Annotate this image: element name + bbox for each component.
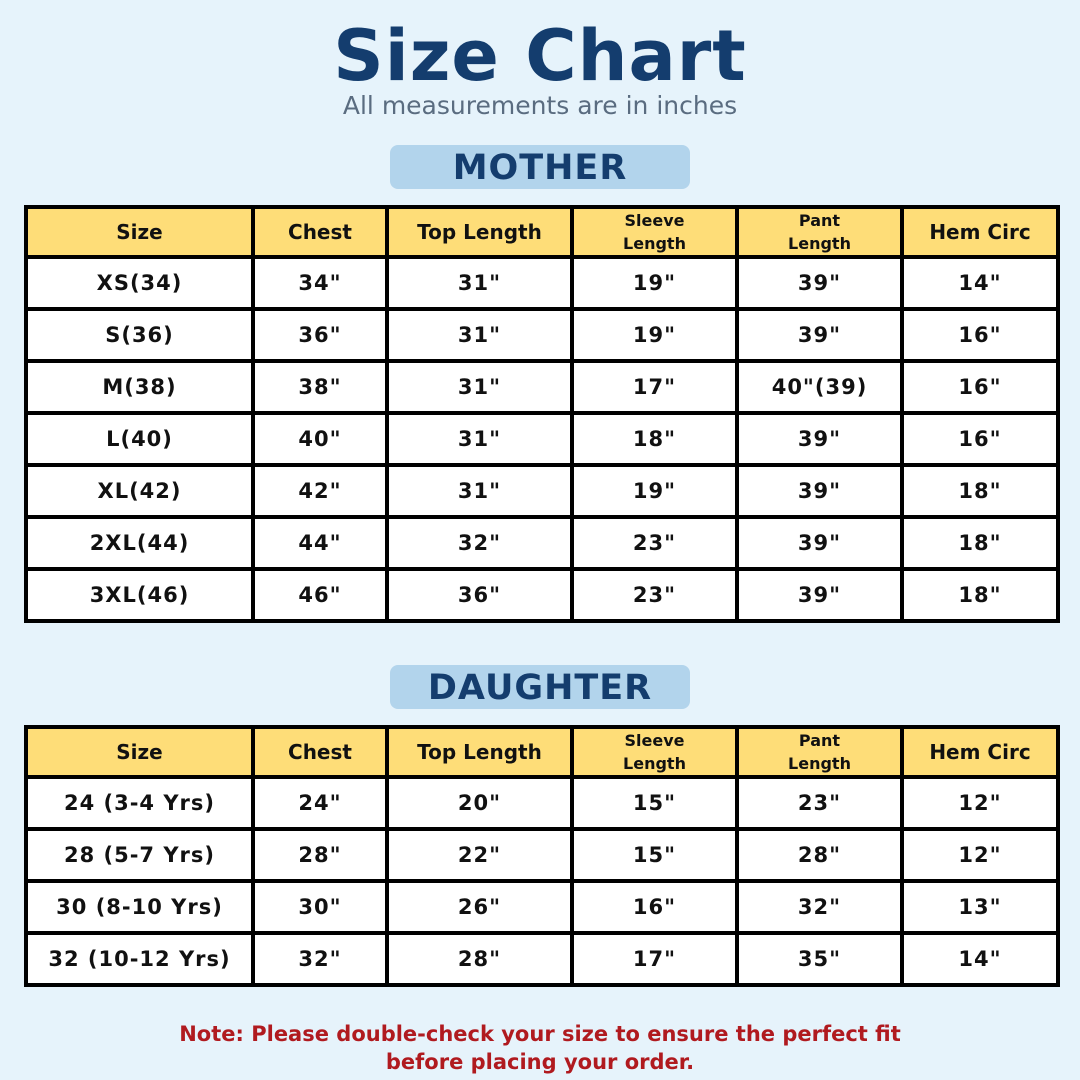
cell-top-length: 20" [387,777,572,829]
table-row [26,517,1058,569]
table-header-row [26,207,1058,257]
column-header-hem-circ: Hem Circ [902,727,1058,777]
page-title: Size Chart [333,15,747,97]
cell-hem-circ: 13" [902,881,1058,933]
cell-top-length: 31" [387,361,572,413]
cell-size: 30 (8-10 Yrs) [26,881,253,933]
cell-top-length: 22" [387,829,572,881]
cell-pant-length: 32" [737,881,902,933]
cell-hem-circ: 18" [902,465,1058,517]
cell-sleeve-length: 15" [572,777,737,829]
cell-top-length: 31" [387,257,572,309]
cell-top-length: 28" [387,933,572,985]
table-row [26,933,1058,985]
cell-chest: 44" [253,517,387,569]
cell-sleeve-length: 16" [572,881,737,933]
cell-pant-length: 39" [737,517,902,569]
cell-sleeve-length: 17" [572,933,737,985]
cell-hem-circ: 16" [902,309,1058,361]
table-row [26,257,1058,309]
cell-chest: 46" [253,569,387,621]
table-row [26,569,1058,621]
mother-section-label: MOTHER [390,145,690,189]
cell-top-length: 36" [387,569,572,621]
daughter-size-table [24,725,1060,987]
cell-size: M(38) [26,361,253,413]
cell-pant-length: 39" [737,413,902,465]
cell-hem-circ: 18" [902,517,1058,569]
cell-chest: 34" [253,257,387,309]
cell-pant-length: 39" [737,257,902,309]
cell-size: XL(42) [26,465,253,517]
cell-top-length: 31" [387,309,572,361]
cell-pant-length: 28" [737,829,902,881]
cell-chest: 38" [253,361,387,413]
column-header-pant-length: Pant Length [737,207,902,257]
table-row [26,361,1058,413]
cell-sleeve-length: 23" [572,517,737,569]
cell-sleeve-length: 17" [572,361,737,413]
cell-chest: 24" [253,777,387,829]
cell-chest: 28" [253,829,387,881]
cell-size: L(40) [26,413,253,465]
column-header-sleeve-length: Sleeve Length [572,727,737,777]
table-row [26,413,1058,465]
column-header-pant-length: Pant Length [737,727,902,777]
cell-chest: 30" [253,881,387,933]
table-header-row [26,727,1058,777]
table-row [26,777,1058,829]
cell-hem-circ: 12" [902,829,1058,881]
cell-pant-length: 40"(39) [737,361,902,413]
table-row [26,309,1058,361]
cell-size: 24 (3-4 Yrs) [26,777,253,829]
cell-chest: 40" [253,413,387,465]
cell-size: 32 (10-12 Yrs) [26,933,253,985]
cell-chest: 32" [253,933,387,985]
cell-chest: 36" [253,309,387,361]
cell-hem-circ: 14" [902,257,1058,309]
cell-size: 2XL(44) [26,517,253,569]
cell-sleeve-length: 23" [572,569,737,621]
cell-top-length: 32" [387,517,572,569]
cell-hem-circ: 16" [902,361,1058,413]
table-row [26,881,1058,933]
cell-hem-circ: 16" [902,413,1058,465]
cell-chest: 42" [253,465,387,517]
cell-size: 28 (5-7 Yrs) [26,829,253,881]
page-subtitle: All measurements are in inches [342,91,738,120]
order-note [0,1020,1080,1076]
cell-hem-circ: 12" [902,777,1058,829]
column-header-hem-circ: Hem Circ [902,207,1058,257]
cell-hem-circ: 14" [902,933,1058,985]
mother-size-table [24,205,1060,623]
cell-sleeve-length: 18" [572,413,737,465]
cell-top-length: 31" [387,465,572,517]
column-header-top-length: Top Length [387,207,572,257]
column-header-sleeve-length: Sleeve Length [572,207,737,257]
daughter-section-label: DAUGHTER [390,665,690,709]
cell-pant-length: 39" [737,465,902,517]
cell-pant-length: 35" [737,933,902,985]
table-row [26,465,1058,517]
cell-pant-length: 39" [737,569,902,621]
cell-sleeve-length: 19" [572,465,737,517]
table-row [26,829,1058,881]
column-header-chest: Chest [253,207,387,257]
cell-pant-length: 39" [737,309,902,361]
note-line-2: before placing your order. [385,1050,695,1074]
cell-size: S(36) [26,309,253,361]
cell-hem-circ: 18" [902,569,1058,621]
column-header-chest: Chest [253,727,387,777]
cell-sleeve-length: 19" [572,257,737,309]
cell-pant-length: 23" [737,777,902,829]
cell-size: 3XL(46) [26,569,253,621]
cell-sleeve-length: 15" [572,829,737,881]
cell-sleeve-length: 19" [572,309,737,361]
column-header-size: Size [26,727,253,777]
column-header-size: Size [26,207,253,257]
cell-top-length: 26" [387,881,572,933]
cell-top-length: 31" [387,413,572,465]
note-line-1: Note: Please double-check your size to ensure the perfect fit [179,1022,901,1046]
cell-size: XS(34) [26,257,253,309]
column-header-top-length: Top Length [387,727,572,777]
